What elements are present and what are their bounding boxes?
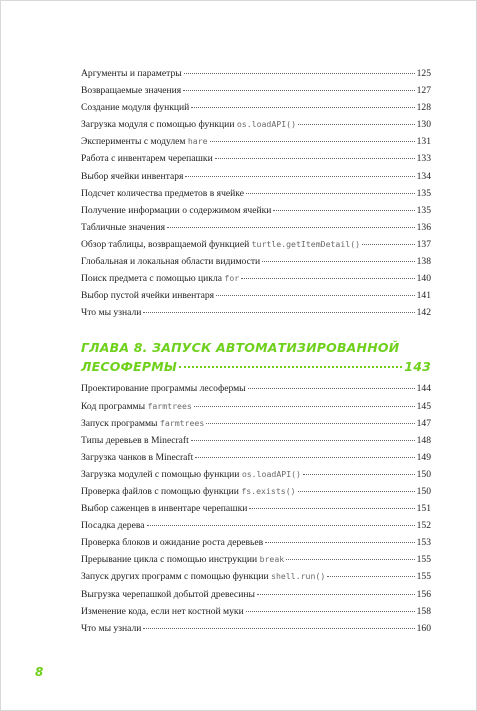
toc-entry-text: Выбор пустой ячейки инвентаря: [81, 290, 215, 302]
toc-entry-page: 149: [416, 451, 431, 463]
toc-dot-leader: [246, 611, 415, 612]
toc-dot-leader: [265, 542, 414, 543]
toc-entry-code: farmtrees: [159, 417, 205, 428]
toc-entry-code: farmtrees: [147, 400, 192, 411]
toc-entry-code: shell.run(): [271, 571, 326, 582]
page-number-folio: 8: [35, 665, 44, 679]
toc-entry: [81, 398, 431, 415]
toc-entry-title: [81, 568, 325, 585]
toc-entry-title: [81, 133, 208, 150]
chapter-dot-leader: [179, 366, 402, 368]
toc-dot-leader: [143, 628, 414, 629]
toc-dot-leader: [191, 440, 415, 441]
toc-entry: [81, 150, 431, 167]
toc-entry: [81, 586, 431, 603]
toc-dot-leader: [298, 491, 415, 492]
toc-entry-text: Загрузка чанков в Minecraft: [81, 451, 194, 463]
toc-section-after: [81, 380, 431, 636]
toc-entry-title: [81, 466, 301, 483]
toc-entry-page: 151: [416, 503, 431, 515]
toc-entry-title: [81, 150, 213, 167]
toc-entry-page: 131: [416, 136, 431, 148]
toc-entry: [81, 202, 431, 219]
toc-entry-text: Глобальная и локальная области видимости: [81, 256, 261, 268]
toc-entry-code: break: [259, 554, 285, 565]
toc-entry-page: 145: [416, 400, 431, 412]
toc-entry: [81, 500, 431, 517]
toc-entry-code: turtle.getItemDetail(): [251, 238, 361, 249]
toc-entry-code: os.loadAPI(): [241, 468, 301, 479]
toc-entry-text: Запуск других программ с помощью функции: [81, 571, 272, 583]
toc-entry-text: Изменение кода, если нет костной муки: [81, 605, 244, 617]
chapter-title-line1: ГЛАВА 8. ЗАПУСК АВТОМАТИЗИРОВАННОЙ: [81, 340, 400, 356]
toc-entry-title: [81, 304, 141, 321]
toc-entry-text: Что мы узнали: [81, 622, 142, 634]
toc-entry-page: 153: [416, 537, 431, 549]
toc-entry-title: [81, 219, 165, 236]
toc-dot-leader: [183, 90, 414, 91]
toc-entry-page: 138: [416, 256, 431, 268]
toc-entry-title: [81, 202, 271, 219]
toc-dot-leader: [167, 227, 415, 228]
toc-entry-code: for: [224, 273, 240, 284]
toc-entry: [81, 620, 431, 637]
toc-entry-title: [81, 253, 260, 270]
chapter-title-line2: ЛЕСОФЕРМЫ: [81, 359, 178, 375]
toc-entry-text: Подсчет количества предметов в ячейке: [81, 187, 244, 199]
toc-entry-text: Загрузка модулей с помощью функции: [81, 468, 242, 480]
toc-entry-page: 158: [416, 605, 431, 617]
toc-entry: [81, 219, 431, 236]
toc-dot-leader: [210, 141, 415, 142]
toc-entry-title: [81, 586, 255, 603]
toc-entry-title: [81, 551, 284, 568]
toc-entry-code: os.loadAPI(): [236, 119, 297, 130]
toc-entry-page: 155: [416, 571, 431, 583]
toc-entry-page: 144: [416, 383, 431, 395]
toc-entry-text: Получение информации о содержимом ячейки: [81, 204, 272, 216]
toc-dot-leader: [362, 244, 415, 245]
toc-dot-leader: [286, 559, 414, 560]
toc-dot-leader: [195, 457, 414, 458]
toc-entry-page: 125: [416, 68, 431, 79]
toc-entry-page: 127: [416, 85, 431, 97]
toc-entry-page: 135: [416, 187, 431, 199]
toc-entry: [81, 253, 431, 270]
toc-entry-page: 135: [416, 204, 431, 216]
toc-entry-page: 136: [416, 221, 431, 233]
toc-dot-leader: [257, 594, 415, 595]
toc-entry-page: 128: [416, 102, 431, 114]
toc-entry-page: 137: [416, 238, 431, 250]
toc-dot-leader: [248, 388, 415, 389]
toc-dot-leader: [298, 124, 415, 125]
toc-entry-title: [81, 380, 246, 397]
toc-entry-page: 156: [416, 588, 431, 600]
toc-entry-title: [81, 432, 189, 449]
toc-entry-page: 150: [416, 485, 431, 497]
toc-entry-code: fs.exists(): [241, 485, 296, 496]
toc-entry-page: 147: [416, 417, 431, 429]
toc-entry-title: [81, 82, 181, 99]
toc-entry-text: Проектирование программы лесофермы: [81, 383, 246, 395]
toc-entry-title: [81, 168, 183, 185]
toc-dot-leader: [216, 295, 415, 296]
toc-entry-text: Посадка дерева: [81, 520, 145, 532]
toc-entry: [81, 185, 431, 202]
toc-entry-text: Выбор саженцев в инвентаре черепашки: [81, 503, 248, 515]
toc-entry: [81, 568, 431, 585]
toc-entry: [81, 603, 431, 620]
toc-entry-title: [81, 99, 189, 116]
toc-dot-leader: [241, 278, 414, 279]
toc-entry-title: [81, 398, 192, 415]
toc-entry-text: Обзор таблицы, возвращаемой функцией: [81, 238, 252, 250]
table-of-contents: [81, 65, 431, 637]
toc-entry-page: 134: [416, 170, 431, 182]
toc-entry-page: 133: [416, 153, 431, 165]
toc-entry-title: [81, 603, 244, 620]
toc-dot-leader: [246, 193, 415, 194]
toc-entry-title: [81, 449, 193, 466]
toc-entry-title: [81, 287, 214, 304]
toc-dot-leader: [303, 474, 415, 475]
toc-entry-text: Аргументы и параметры: [81, 68, 182, 79]
toc-dot-leader: [249, 508, 414, 509]
toc-entry-title: [81, 483, 296, 500]
toc-dot-leader: [191, 107, 414, 108]
toc-entry-text: Работа с инвентарем черепашки: [81, 153, 213, 165]
toc-entry-text: Запуск программы: [81, 417, 160, 429]
toc-entry: [81, 534, 431, 551]
toc-entry-title: [81, 65, 182, 82]
toc-entry-text: Прерывание цикла с помощью инструкции: [81, 554, 260, 566]
toc-entry: [81, 380, 431, 397]
toc-entry-text: Возвращаемые значения: [81, 85, 182, 97]
toc-entry: [81, 449, 431, 466]
toc-entry-text: Код программы: [81, 400, 148, 412]
toc-entry-text: Загрузка модуля с помощью функции: [81, 119, 237, 131]
toc-entry-page: 141: [416, 290, 431, 302]
chapter-title-line2-row: [81, 357, 431, 376]
toc-entry-text: Выгрузка черепашкой добытой древесины: [81, 588, 255, 600]
toc-entry: [81, 483, 431, 500]
toc-entry-title: [81, 270, 239, 287]
toc-dot-leader: [262, 261, 414, 262]
toc-dot-leader: [273, 210, 414, 211]
toc-entry: [81, 551, 431, 568]
toc-entry-page: 155: [416, 554, 431, 566]
toc-entry-title: [81, 185, 244, 202]
toc-entry: [81, 133, 431, 150]
toc-entry: [81, 116, 431, 133]
toc-entry-page: 130: [416, 119, 431, 131]
toc-dot-leader: [185, 176, 414, 177]
toc-entry-title: [81, 620, 141, 637]
toc-entry: [81, 65, 431, 82]
toc-entry: [81, 432, 431, 449]
toc-entry-text: Табличные значения: [81, 221, 166, 233]
toc-entry-text: Создание модуля функций: [81, 102, 190, 114]
toc-entry-page: 142: [416, 307, 431, 319]
toc-entry-text: Проверка файлов с помощью функции: [81, 485, 242, 497]
toc-dot-leader: [184, 73, 415, 74]
toc-entry-title: [81, 116, 296, 133]
toc-entry: [81, 304, 431, 321]
toc-entry: [81, 82, 431, 99]
toc-entry: [81, 168, 431, 185]
chapter-page-number: 143: [404, 359, 431, 375]
toc-entry-text: Выбор ячейки инвентаря: [81, 170, 184, 182]
toc-dot-leader: [206, 423, 414, 424]
toc-entry-page: 148: [416, 434, 431, 446]
toc-entry-title: [81, 236, 360, 253]
toc-entry: [81, 415, 431, 432]
toc-entry-title: [81, 500, 247, 517]
toc-entry-text: Эксперименты с модулем: [81, 136, 188, 148]
toc-section-before: [81, 65, 431, 321]
toc-entry: [81, 466, 431, 483]
toc-entry-page: 140: [416, 273, 431, 285]
toc-dot-leader: [194, 406, 415, 407]
toc-dot-leader: [327, 576, 414, 577]
toc-entry-text: Что мы узнали: [81, 307, 142, 319]
toc-dot-leader: [143, 312, 414, 313]
toc-entry-title: [81, 415, 204, 432]
toc-entry-code: hare: [187, 136, 208, 147]
toc-entry: [81, 270, 431, 287]
toc-entry-page: 160: [416, 622, 431, 634]
toc-entry-text: Типы деревьев в Minecraft: [81, 434, 189, 446]
toc-dot-leader: [215, 158, 415, 159]
toc-entry-title: [81, 517, 145, 534]
toc-entry-page: 150: [416, 468, 431, 480]
toc-entry-text: Поиск предмета с помощью цикла: [81, 273, 225, 285]
toc-entry: [81, 99, 431, 116]
toc-entry: [81, 517, 431, 534]
toc-dot-leader: [147, 525, 415, 526]
toc-entry: [81, 287, 431, 304]
toc-entry-title: [81, 534, 263, 551]
toc-entry-text: Проверка блоков и ожидание роста деревьев: [81, 537, 264, 549]
chapter-heading: [81, 338, 431, 376]
toc-entry: [81, 236, 431, 253]
toc-entry-page: 152: [416, 520, 431, 532]
